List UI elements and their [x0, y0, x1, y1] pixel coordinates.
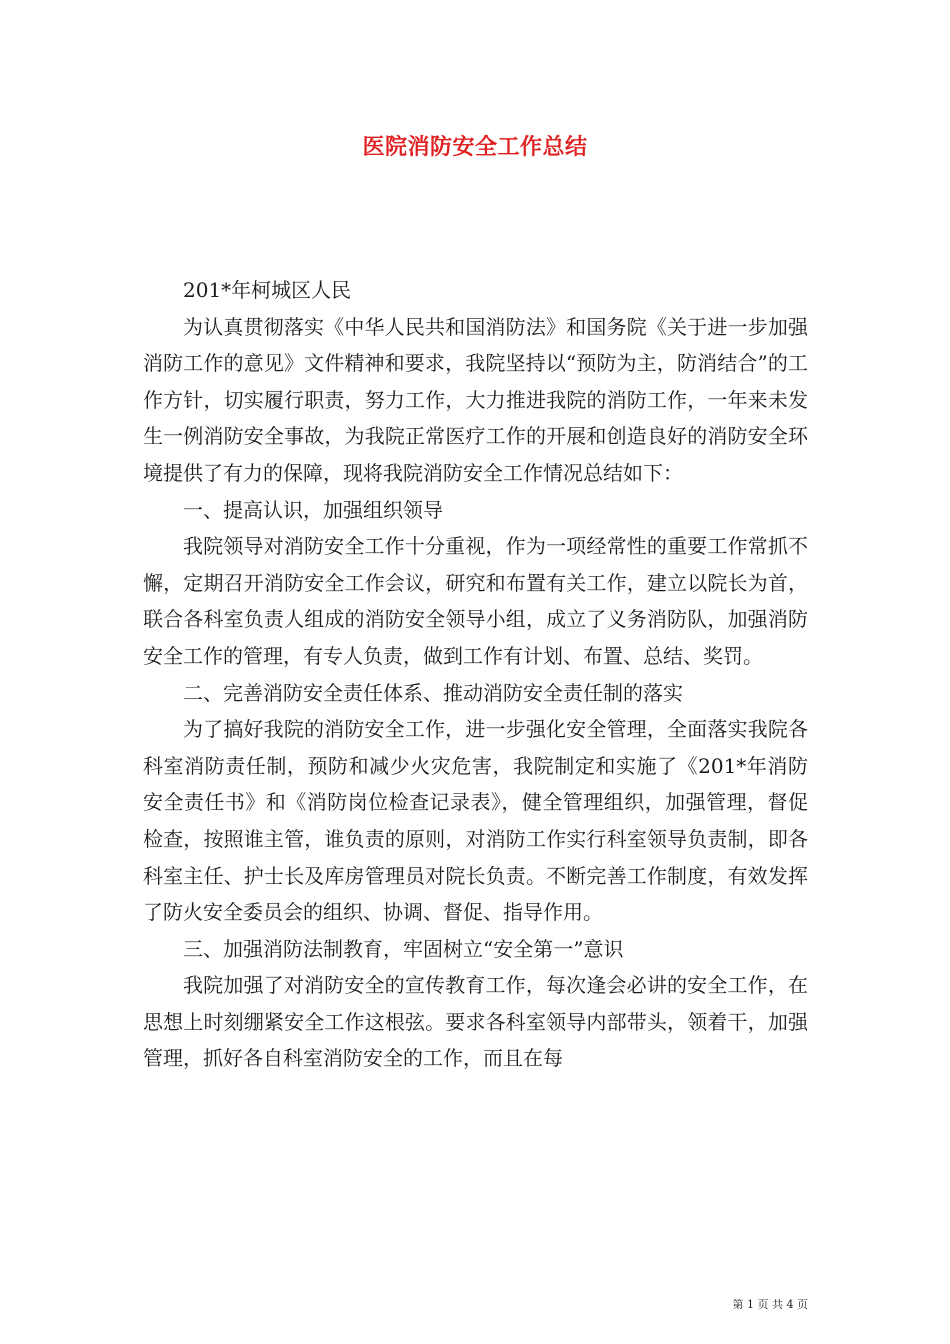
section-heading-3: 三、加强消防法制教育，牢固树立“安全第一”意识 — [183, 936, 624, 961]
paragraph-section-1: 我院领导对消防安全工作十分重视，作为一项经常性的重要工作常抓不懈，定期召开消防安全工作会议，研究和布置有关工作，建立以院长为首，联合各科室负责人组成的消防安全领导小组，成立了义务消防队，加强消防安全工作的管理，有专人负责，做到工作有计划、布置、总结、奖罚。 — [143, 534, 808, 668]
page-number-footer: 第 1 页 共 4 页 — [732, 1298, 808, 1311]
document-body — [143, 272, 808, 1077]
section-heading-1: 一、提高认识，加强组织领导 — [183, 497, 443, 522]
paragraph-section-2: 为了搞好我院的消防安全工作，进一步强化安全管理，全面落实我院各科室消防责任制，预防和减少火灾危害，我院制定和实施了《201*年消防安全责任书》和《消防岗位检查记录表》，健全管理组织，加强管理，督促检查，按照谁主管，谁负责的原则，对消防工作实行科室领导负责制，即各科室主任、护士长及库房管理员对院长负责。不断完善工作制度，有效发挥了防火安全委员会的组织、协调、督促、指导作用。 — [143, 717, 808, 925]
paragraph-section-3: 我院加强了对消防安全的宣传教育工作，每次逢会必讲的安全工作，在思想上时刻绷紧安全工作这根弦。要求各科室领导内部带头，领着干，加强管理，抓好各自科室消防安全的工作，而且在每 — [143, 973, 808, 1071]
paragraph-intro-line: 201*年柯城区人民 — [183, 278, 352, 302]
paragraph-preface: 为认真贯彻落实《中华人民共和国消防法》和国务院《关于进一步加强消防工作的意见》文件精神和要求，我院坚持以“预防为主，防消结合”的工作方针，切实履行职责，努力工作，大力推进我院的消防工作，一年来未发生一例消防安全事故，为我院正常医疗工作的开展和创造良好的消防安全环境提供了有力的保障，现将我院消防安全工作情况总结如下： — [143, 314, 808, 485]
section-heading-2: 二、完善消防安全责任体系、推动消防安全责任制的落实 — [183, 680, 683, 705]
document-title: 医院消防安全工作总结 — [362, 134, 588, 160]
